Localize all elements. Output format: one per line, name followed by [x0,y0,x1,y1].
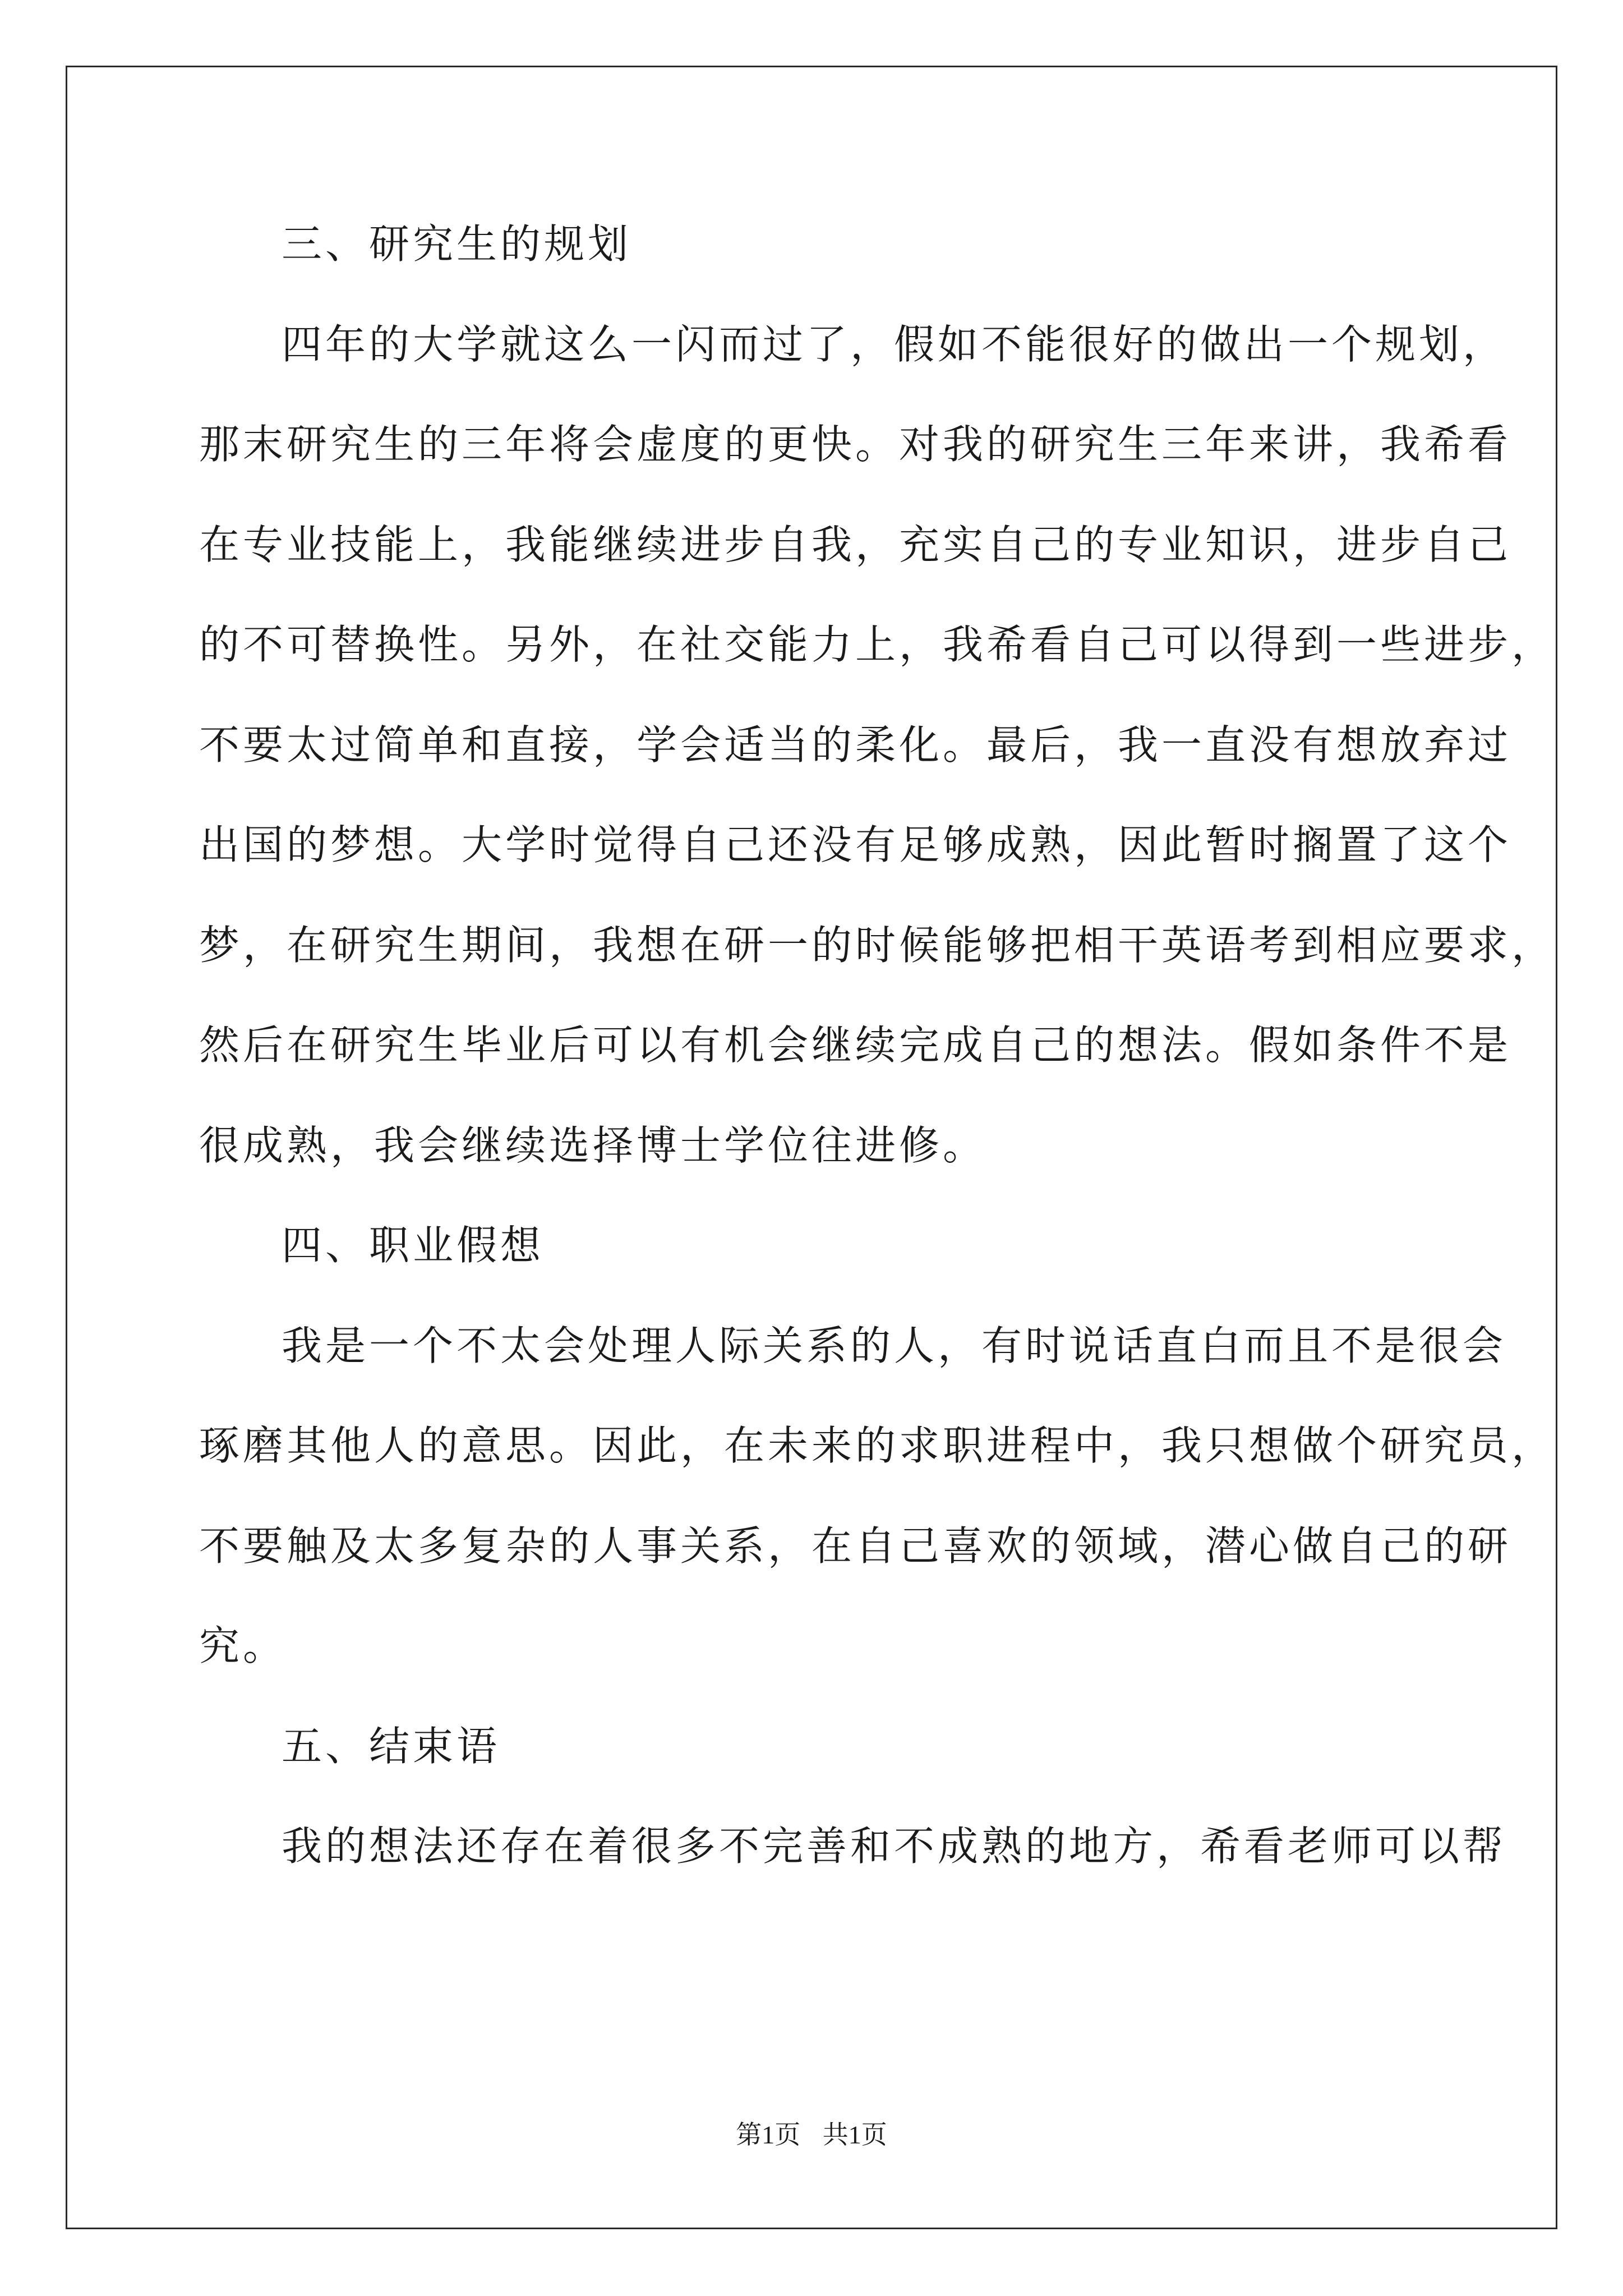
paragraph-line: 琢磨其他人的意思。因此，在未来的求职进程中，我只想做个研究员， [199,1422,1556,1469]
paragraph-line: 不要触及太多复杂的人事关系，在自己喜欢的领域，潜心做自己的研 [199,1522,1512,1570]
paragraph-line: 我的想法还存在着很多不完善和不成熟的地方，希看老师可以帮 [282,1823,1507,1870]
paragraph-line: 究。 [199,1622,287,1669]
paragraph-line: 的不可替换性。另外，在社交能力上，我希看自己可以得到一些进步， [199,621,1556,668]
paragraph-line: 我是一个不太会处理人际关系的人，有时说话直白而且不是很会 [282,1322,1507,1369]
paragraph-line: 出国的梦想。大学时觉得自己还没有足够成熟，因此暂时搁置了这个 [199,821,1512,868]
section-heading: 三、研究生的规划 [282,220,632,268]
paragraph-line: 那末研究生的三年将会虚度的更快。对我的研究生三年来讲，我希看 [199,421,1512,468]
paragraph-line: 很成熟，我会继续选择博士学位往进修。 [199,1121,987,1169]
paragraph-line: 在专业技能上，我能继续进步自我，充实自己的专业知识，进步自己 [199,521,1512,568]
section-heading: 四、职业假想 [282,1222,545,1269]
paragraph-line: 不要太过简单和直接，学会适当的柔化。最后，我一直没有想放弃过 [199,721,1512,769]
page-number: 第1页 [736,2120,801,2149]
paragraph-line: 然后在研究生毕业后可以有机会继续完成自己的想法。假如条件不是 [199,1022,1512,1069]
paragraph-line: 四年的大学就这么一闪而过了，假如不能很好的做出一个规划， [282,320,1507,368]
page-footer [0,2118,1623,2152]
page-total: 共1页 [822,2120,887,2149]
paragraph-line: 梦，在研究生期间，我想在研一的时候能够把相干英语考到相应要求， [199,921,1556,969]
section-heading: 五、结束语 [282,1722,501,1770]
